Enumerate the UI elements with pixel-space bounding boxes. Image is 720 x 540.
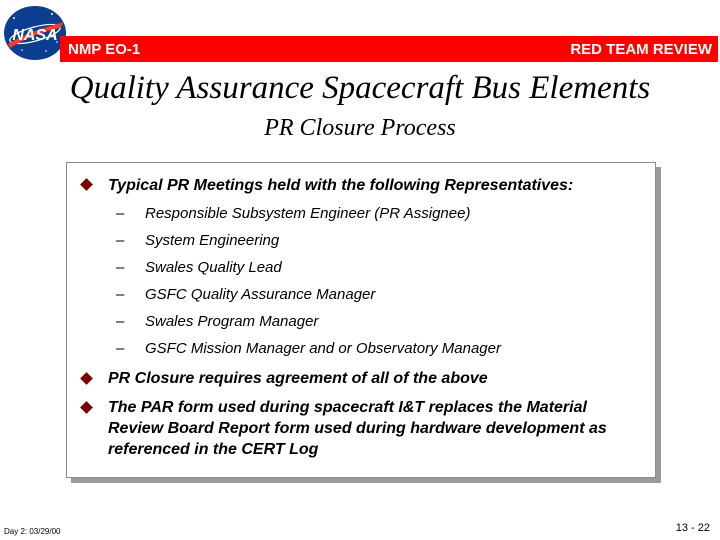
sub-item: Responsible Subsystem Engineer (PR Assignee)	[145, 205, 471, 222]
sub-dash: –	[116, 313, 125, 330]
slide-title: Quality Assurance Spacecraft Bus Elements	[69, 70, 651, 106]
sub-dash: –	[116, 340, 125, 357]
sub-dash: –	[116, 286, 125, 303]
sub-item: Swales Program Manager	[145, 313, 319, 330]
slide-subtitle: PR Closure Process	[264, 115, 456, 141]
sub-item: GSFC Mission Manager and or Observatory Manager	[145, 340, 501, 357]
page-number: 13 - 22	[675, 522, 710, 534]
sub-item: GSFC Quality Assurance Manager	[145, 286, 376, 303]
sub-dash: –	[116, 232, 125, 249]
nasa-logo-text: NASA	[12, 27, 58, 44]
bullet-item: The PAR form used during spacecraft I&T replaces the Material Review Board Report form used during hardware development as referenced in the CERT Log	[108, 399, 607, 458]
bullet-item: PR Closure requires agreement of all of the above	[108, 370, 488, 387]
sub-item: System Engineering	[145, 232, 280, 249]
header-project-label: NMP EO-1	[68, 41, 141, 58]
header-bar	[60, 36, 718, 62]
sub-dash: –	[116, 205, 125, 222]
bullet-item: Typical PR Meetings held with the following Representatives:	[108, 177, 574, 194]
sub-item: Swales Quality Lead	[145, 259, 282, 276]
footer-date: Day 2: 03/29/00	[4, 527, 61, 536]
header-review-label: RED TEAM REVIEW	[570, 41, 712, 58]
nasa-logo	[2, 4, 68, 62]
sub-dash: –	[116, 259, 125, 276]
nasa-logo-icon	[2, 4, 68, 62]
